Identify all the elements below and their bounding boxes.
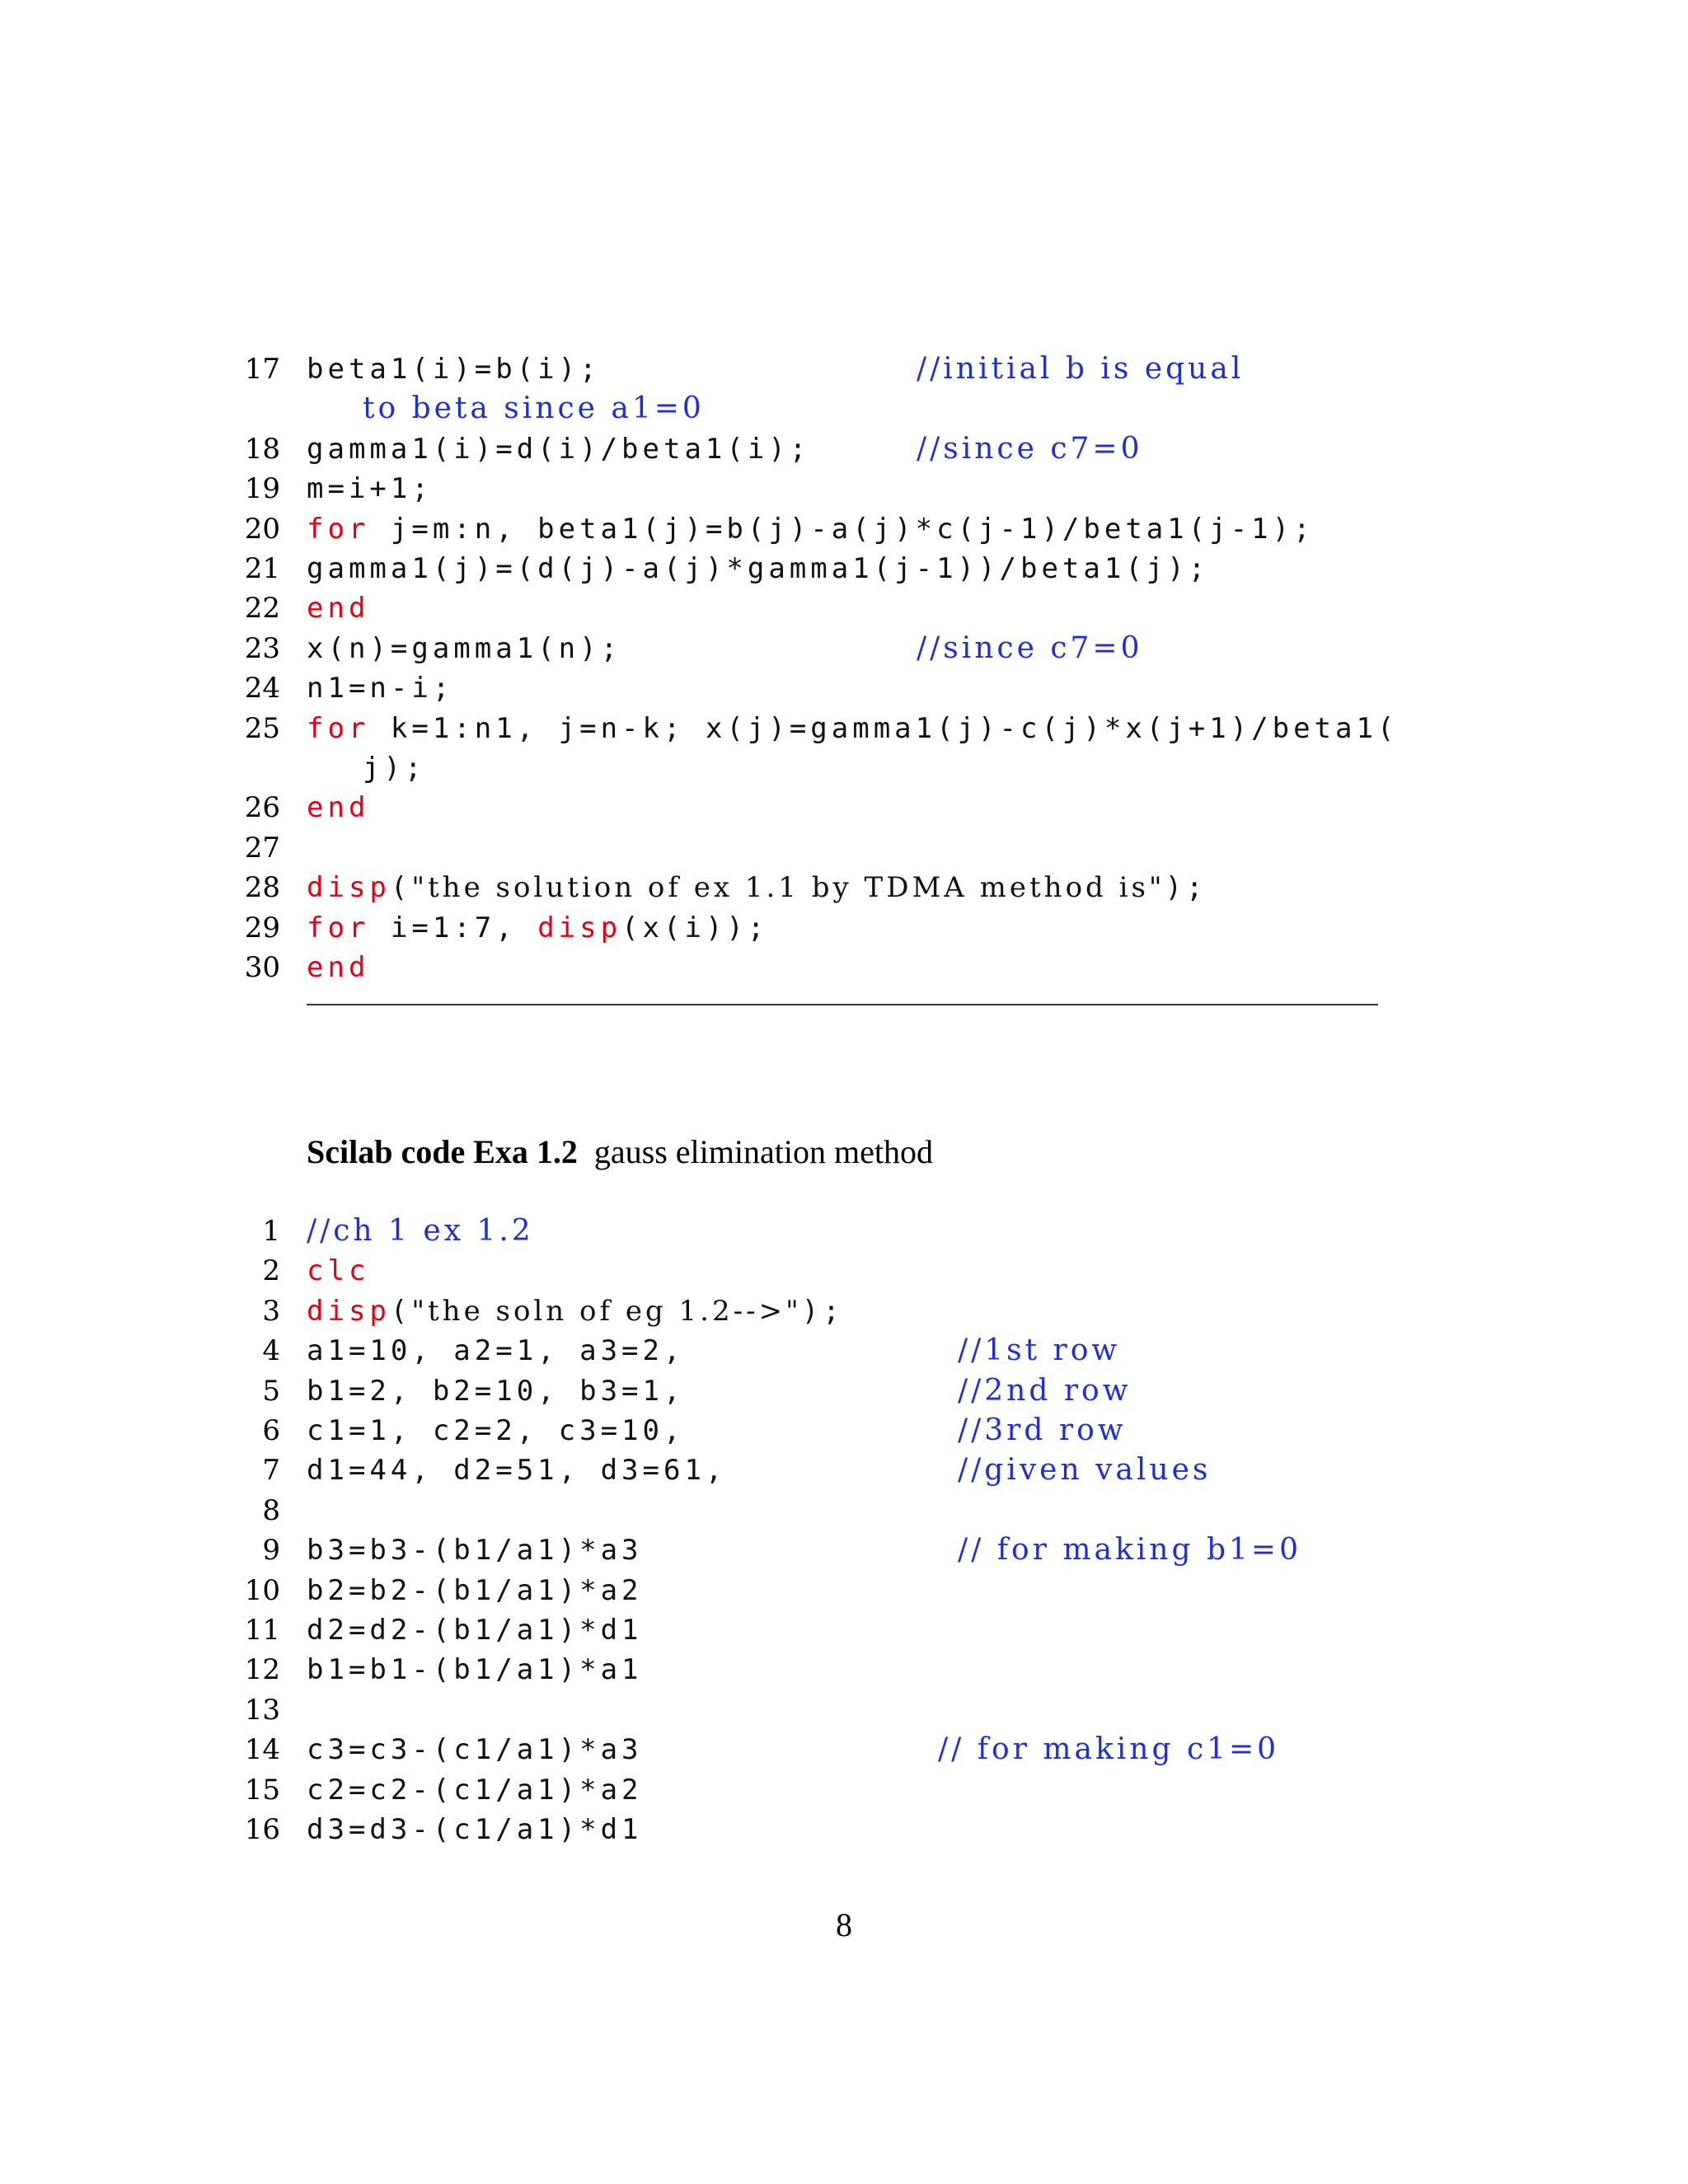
- line-number: 15: [244, 1773, 280, 1807]
- keyword: for: [307, 512, 370, 546]
- code-line: [0, 1331, 1688, 1371]
- keyword: disp: [307, 871, 391, 905]
- code-text: [307, 509, 1315, 549]
- code-comment: //2nd row: [958, 1373, 1132, 1408]
- code-token: b3=b3-(b1/a1)*a3: [307, 1534, 643, 1568]
- code-text: [307, 1411, 684, 1451]
- code-token: c2=c2-(c1/a1)*a2: [307, 1773, 643, 1807]
- keyword: for: [307, 711, 370, 745]
- code-token: b1=b1-(b1/a1)*a1: [307, 1653, 643, 1687]
- code-line: [0, 668, 1688, 708]
- code-token: c3=c3-(c1/a1)*a3: [307, 1733, 643, 1767]
- code-text: [307, 429, 810, 469]
- code-comment: // for making b1=0: [958, 1533, 1301, 1568]
- code-text: [307, 1251, 369, 1291]
- line-number: 6: [262, 1414, 280, 1447]
- code-text: [307, 1610, 643, 1650]
- code-line: [0, 788, 1688, 827]
- code-line: [0, 549, 1688, 588]
- code-token: m=i+1;: [307, 472, 433, 506]
- code-line: [0, 1770, 1688, 1810]
- code-comment: //ch 1 ex 1.2: [307, 1214, 534, 1248]
- code-comment: // for making c1=0: [938, 1732, 1280, 1767]
- code-line: [0, 588, 1688, 628]
- code-line-continuation: [0, 748, 1688, 788]
- code-comment: //3rd row: [958, 1413, 1127, 1447]
- string-literal: "the soln of eg 1.2-->": [411, 1294, 802, 1328]
- line-number: 29: [244, 911, 280, 944]
- line-number: 7: [262, 1454, 280, 1488]
- line-number: 18: [244, 432, 280, 466]
- code-line: [0, 828, 1688, 868]
- code-text: [307, 1371, 684, 1411]
- code-token: (: [390, 1294, 412, 1328]
- code-line: [0, 1291, 1688, 1331]
- line-number: 4: [262, 1334, 280, 1368]
- keyword: disp: [307, 1294, 391, 1328]
- code-line: [0, 1212, 1688, 1251]
- code-line: [0, 469, 1688, 509]
- line-number: 24: [244, 672, 280, 705]
- line-number: 17: [244, 353, 280, 386]
- code-text: [307, 1810, 643, 1849]
- line-number: 2: [262, 1254, 280, 1288]
- line-number: 1: [262, 1215, 280, 1248]
- line-number: 28: [244, 871, 280, 905]
- line-number: 27: [244, 831, 280, 865]
- line-number: 8: [262, 1493, 280, 1527]
- code-comment: //since c7=0: [917, 630, 1143, 665]
- code-text: [307, 1291, 844, 1331]
- code-line: [0, 948, 1688, 987]
- code-line: [0, 868, 1688, 907]
- code-token: d1=44, d2=51, d3=61,: [307, 1454, 727, 1488]
- code-text: [307, 668, 453, 708]
- keyword: for: [307, 911, 370, 944]
- code-text: [307, 549, 1209, 588]
- code-line: [0, 1451, 1688, 1490]
- code-comment: to beta since a1=0: [363, 391, 705, 426]
- code-line: [0, 1251, 1688, 1291]
- code-text: [307, 709, 1398, 748]
- code-line: [0, 1610, 1688, 1650]
- keyword: clc: [307, 1254, 370, 1288]
- code-token: j=m:n, beta1(j)=b(j)-a(j)*c(j-1)/beta1(j-1);: [369, 512, 1315, 546]
- code-text: [307, 788, 369, 827]
- code-comment: //since c7=0: [917, 431, 1143, 466]
- code-text: [307, 1730, 643, 1769]
- code-text: [307, 1530, 643, 1570]
- code-text: [307, 1650, 643, 1690]
- line-number: 13: [244, 1693, 280, 1727]
- code-token: d2=d2-(b1/a1)*d1: [307, 1614, 643, 1647]
- line-number: 20: [244, 512, 280, 546]
- line-number: 12: [244, 1653, 280, 1687]
- code-line: [0, 1411, 1688, 1451]
- listing-end-rule: [307, 1004, 1378, 1005]
- code-line: [0, 1730, 1688, 1769]
- code-text: [307, 469, 433, 509]
- code-text: [307, 868, 1207, 907]
- code-line: [0, 1690, 1688, 1730]
- code-line: [0, 1491, 1688, 1530]
- code-token: beta1(i)=b(i);: [307, 353, 601, 386]
- code-text: [307, 588, 369, 628]
- line-number: 9: [262, 1534, 280, 1568]
- code-comment: //1st row: [958, 1333, 1121, 1368]
- code-token: n1=n-i;: [307, 672, 454, 705]
- code-line: [0, 908, 1688, 948]
- code-text: j);: [363, 752, 426, 785]
- code-token: a1=10, a2=1, a3=2,: [307, 1334, 685, 1368]
- code-token: );: [1165, 871, 1207, 905]
- code-line-continuation: [0, 389, 1688, 429]
- listing-caption-label: Scilab code Exa 1.2: [307, 1133, 578, 1170]
- code-line: [0, 1650, 1688, 1690]
- page-number: 8: [836, 1906, 852, 1943]
- code-line: [0, 1571, 1688, 1610]
- code-token: gamma1(j)=(d(j)-a(j)*gamma1(j-1))/beta1(j);: [307, 552, 1210, 585]
- code-text: [307, 1331, 684, 1371]
- string-literal: "the solution of ex 1.1 by TDMA method is": [411, 871, 1165, 905]
- line-number: 11: [244, 1614, 280, 1647]
- code-token: );: [801, 1294, 844, 1328]
- line-number: 3: [262, 1294, 280, 1328]
- code-line: [0, 349, 1688, 389]
- code-text: [307, 349, 601, 389]
- line-number: 14: [244, 1733, 280, 1767]
- line-number: 22: [244, 592, 280, 626]
- code-text: [307, 908, 768, 948]
- listing-caption: [307, 1132, 933, 1171]
- code-text: [307, 1571, 643, 1610]
- listing-caption-title: gauss elimination method: [593, 1133, 933, 1170]
- keyword: end: [307, 951, 370, 984]
- code-token: k=1:n1, j=n-k; x(j)=gamma1(j)-c(j)*x(j+1)/beta1(: [369, 711, 1399, 745]
- code-token: b1=2, b2=10, b3=1,: [307, 1374, 685, 1408]
- keyword: disp: [537, 911, 622, 944]
- line-number: 30: [244, 951, 280, 984]
- line-number: 5: [262, 1374, 280, 1408]
- line-number: 23: [244, 631, 280, 665]
- code-line: [0, 1810, 1688, 1849]
- code-line: [0, 1530, 1688, 1570]
- code-token: (x(i));: [621, 911, 769, 944]
- code-token: b2=b2-(b1/a1)*a2: [307, 1573, 643, 1607]
- code-text: [307, 948, 369, 987]
- code-token: d3=d3-(c1/a1)*d1: [307, 1813, 643, 1846]
- code-line: [0, 509, 1688, 549]
- line-number: 19: [244, 472, 280, 506]
- keyword: end: [307, 592, 370, 626]
- keyword: end: [307, 791, 370, 825]
- code-text: [307, 1451, 726, 1490]
- line-number: 16: [244, 1813, 280, 1846]
- code-text: [307, 629, 621, 668]
- line-number: 21: [244, 552, 280, 585]
- code-text: [307, 1770, 643, 1810]
- line-number: 10: [244, 1573, 280, 1607]
- line-number: 26: [244, 791, 280, 825]
- code-line: [0, 629, 1688, 668]
- code-token: x(n)=gamma1(n);: [307, 631, 622, 665]
- line-number: 25: [244, 711, 280, 745]
- code-token: gamma1(i)=d(i)/beta1(i);: [307, 432, 811, 466]
- code-line: [0, 1371, 1688, 1411]
- code-line: [0, 709, 1688, 748]
- code-line: [0, 429, 1688, 469]
- code-comment: //initial b is equal: [917, 352, 1245, 386]
- code-token: i=1:7,: [369, 911, 538, 944]
- code-token: (: [390, 871, 412, 905]
- code-comment: //given values: [958, 1453, 1212, 1488]
- code-token: c1=1, c2=2, c3=10,: [307, 1414, 685, 1447]
